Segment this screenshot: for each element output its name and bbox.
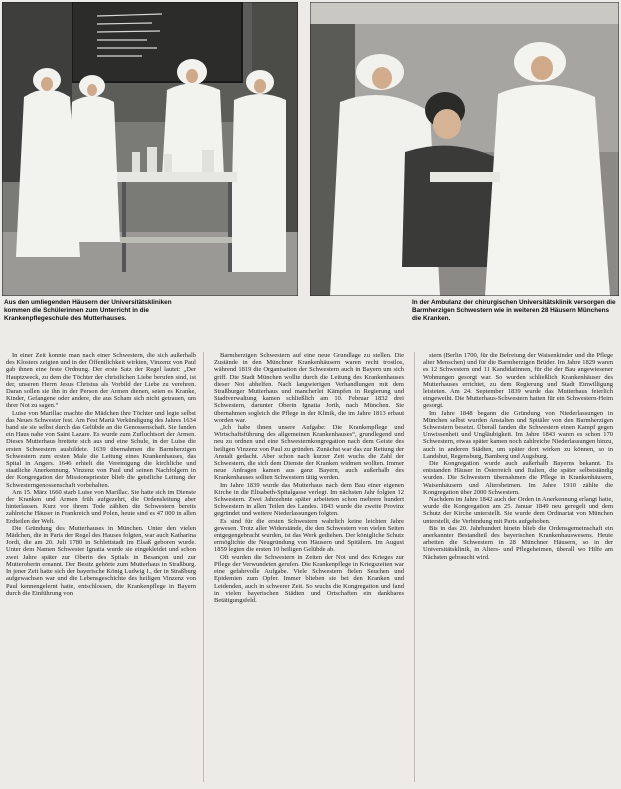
column-divider xyxy=(203,352,204,782)
photo-ambulance xyxy=(310,2,619,296)
paragraph: Die Kongregation wurde auch außerhalb Bayerns bekannt. Es entstanden Häuser in Österreich und Italien, die später selbstständig wurden. Die Schwestern übernahmen die Pflege in Krankenhäusern, Waisenhäusern und Altersheimen. Im Jahre 1910 zählte die Kongregation über 2000 Schwestern. xyxy=(423,460,613,496)
paragraph: Am 15. März 1660 starb Luise von Marillac. Sie hatte sich im Dienste der Kranken und Armen früh aufgezehrt, die Ordensleitung aber hinterlassen. Kurz vor ihrem Tode zählten die Schwestern bereits zahlreiche Häuser in Frankreich und Polen, heute sind es 47 000 in allen Erdteilen der Welt. xyxy=(6,488,196,525)
paragraph: Barmherzigen Schwestern auf eine neue Grundlage zu stellen. Die Zustände in den Münchner Krankenhäusern waren recht trostlos, während 1819 die Organisation der Schwestern auch in Bayern um sich griff. Die Stadt München wollte durch die Leitung des Krankenhauses dieser Not abhelfen. Nach langwierigen Verhandlungen mit dem Straßburger Mutterhaus und mancherlei Kämpfen in Regierung und Stadtverwaltung kamen schließlich am 10. Februar 1832 drei Schwestern, darunter Oberin Ignatia Jorth, nach München. Sie übernahmen sogleich die Pflege in der Klinik, die im Jahre 1813 erbaut worden war. xyxy=(214,352,404,424)
paragraph: Im Jahre 1839 wurde das Mutterhaus nach dem Bau einer eigenen Kirche in die Elisabeth-Spitalgasse verlegt. Im nächsten Jahr folgten 12 Schwestern. Zwei Jahrzehnte später arbeiteten schon mehrere hundert Schwestern in allen Teilen des Landes. 1843 wurde die zweite Provinz gegründet und weitere Niederlassungen folgten. xyxy=(214,481,404,518)
caption-right: In der Ambulanz der chirurgischen Universitätsklinik versorgen die Barmherzigen Schwestern wie in weiteren 28 Häusern Münchens die Kranken. xyxy=(412,299,616,322)
paragraph: Bis in das 20. Jahrhundert hinein blieb die Ordensgemeinschaft ein anerkannter Bestandteil des bayerischen Krankenhauswesens. Heute arbeiten die Schwestern in 28 Münchner Häusern, so in der Universitätsklinik, in Alters- und Pflegeheimen, überall wo Hilfe am Nächsten gebraucht wird. xyxy=(423,524,613,561)
classroom-photo-graphic xyxy=(2,2,298,296)
paragraph: Oft wurden die Schwestern in Zeiten der Not und des Krieges zur Pflege der Verwundeten gerufen. Die Krankenpflege in Kriegszeiten war eine gefahrvolle Aufgabe. Viele Schwestern fielen Seuchen und Epidemien zum Opfer. Immer blieben sie bei den Kranken und Leidenden, auch in schwerer Zeit. So wuchs die Kongregation und fand in vielen bayerischen Städten und Ortschaften ein dankbares Betätigungsfeld. xyxy=(214,553,404,604)
caption-left: Aus den umliegenden Häusern der Universitätskliniken kommen die Schülerinnen zum Unterricht in die Krankenpflegeschule des Mutterhauses. xyxy=(4,299,172,322)
photo-classroom xyxy=(2,2,298,296)
paragraph: Luise von Marillac machte die Mädchen ihre Töchter und legte selbst das Neues Schwester fest. Am Fest Mariä Verkündigung des Jahres 1634 band sie sie selbst durch das Gelübde an die Genossenschaft. Sie fanden ein Haus nahe von Saint Lazare. Es wurde zum Zufluchtsort der Armen. Dieses Mutterhaus breitete sich aus und eine Schule, in der Luise die ersten Schwestern ausbildete. 1639 übernahmen die Barmherzigen Schwestern zum ersten Male die Leitung eines Krankenhauses, das Spital in Angers. 1646 erhielt die Vereinigung die kirchliche und staatliche Anerkennung. Vinzenz von Paul und seinen Nachfolgern in der Kongregation der Missionspriester blieb die geistliche Leitung der Schwesterngenossenschaft vorbehalten. xyxy=(6,409,196,489)
paragraph: In einer Zeit konnte man nach einer Schwestern, die sich außerhalb des Klosters zeigten und in der Öffentlichkeit wirkten, Vinzenz von Paul gab ihnen eine feste Ordnung. Der erste Satz der Regel lautet: „Der Hauptzweck, zu dem die Töchter der christlichen Liebe berufen sind, ist der, unseren Herrn Jesus Christus als Vorbild der Liebe zu verehren. Daran sollen sie ihn in der Person der Armen dienen, seien es Kranke, Kinder, Gefangene oder andere, die aus Scham sich nicht getrauen, um ihrer Not zu sagen.“ xyxy=(6,352,196,410)
ambulance-photo-graphic xyxy=(310,2,619,296)
paragraph: „Ich habe ihnen unsere Aufgabe: Die Krankenpflege und Wirtschaftsführung des allgemeinen Krankenhauses“, grundlegend und neu zu ordnen und eine Schwesternkongregation nach dem Geiste des heiligen Vinzenz von Paul zu gründen. Zunächst war das zur Rettung der Anstalt gedacht. Aber schon nach kurzer Zeit wuchs die Zahl der Schwestern, die sich dem Dienste der Kranken widmen wollten. Immer neue Anfragen kamen aus ganz Bayern, auch außerhalb des Krankenhauses sollten Schwestern tätig werden. xyxy=(214,424,404,482)
article-column-1 xyxy=(6,352,196,786)
paragraph: Die Gründung des Mutterhauses in München. Unter den vielen Mädchen, die in Paris der Regel des Hauses folgten, war auch Katharina Jordi, die am 20. Juli 1780 in Schlettstadt im Elsaß geboren wurde. Unter dem Namen Schwester Ignatia wurde sie eingekleidet und schon zwei Jahre später zur Oberin des Spitals in Besançon und zur Mutteroberin ernannt. Der Besitz gehörte zum Mutterhaus in Straßburg. In jener Zeit hatte sich der bayerische König Ludwig I., der in Straßburg aufgewachsen war und die Lebensgeschichte des heiligen Vinzenz von Paul kennengelernt hatte, entschlossen, die Krankenpflege in Bayern durch die Einführung von xyxy=(6,524,196,597)
paragraph: Nachdem im Jahre 1842 auch der Orden in Anerkennung erlangt hatte, wurde die Kongregation am 25. Januar 1849 neu geregelt und dem Schutz der Kirche unterstellt. Sie wurde dem Ordinariat von München unterstellt, die Verbindung mit Paris aufgehoben. xyxy=(423,496,613,525)
paragraph: Im Jahre 1848 begann die Gründung von Niederlassungen in München selbst wurden Anstalten und Spitäler von den Barmherzigen Schwestern besetzt. Überall fanden die Schwestern einen Kampf gegen Unwissenheit und Ungläubigkeit. Im Jahre 1843 waren es schon 170 Schwestern, etwas später kamen noch zahlreiche Niederlassungen hinzu, auch in anderen Städten, um später dort wirken zu können, so in Landshut, Regensburg, Bamberg und Augsburg. xyxy=(423,409,613,460)
column-divider xyxy=(414,352,415,782)
article-column-2 xyxy=(214,352,404,786)
paragraph: Es sind für die ersten Schwestern wahrlich keine leichten Jahre gewesen. Trotz aller Widerstände, die den Schwestern von vielen Seiten entgegengebracht wurden, ist das Werk gediehen. Der königliche Schutz ermöglichte die Neugründung von Häusern und Spitälern. Im August 1859 legten die ersten 10 heiligen Gelübde ab. xyxy=(214,517,404,554)
article-column-3 xyxy=(423,352,613,786)
paragraph: stern (Berlin 1700, für die Befreiung der Waisenkinder und die Pflege alter Menschen) und für die Barmherzigen Brüder. Im Jahre 1829 waren es 12 Schwestern und 11 Kandidatinnen, für die der Bau angewiesener Wohnungen gesorgt war. So wurden schließlich Krankenhäuser des Mutterhauses errichtet, zu dem Regierung und Stadt Einwilligung leisteten. Am 24. September 1839 wurde das Mutterhaus feierlich eingeweiht. Die Mutterhaus-Schwestern hatten für ein Schwestern-Heim gesorgt. xyxy=(423,352,613,410)
